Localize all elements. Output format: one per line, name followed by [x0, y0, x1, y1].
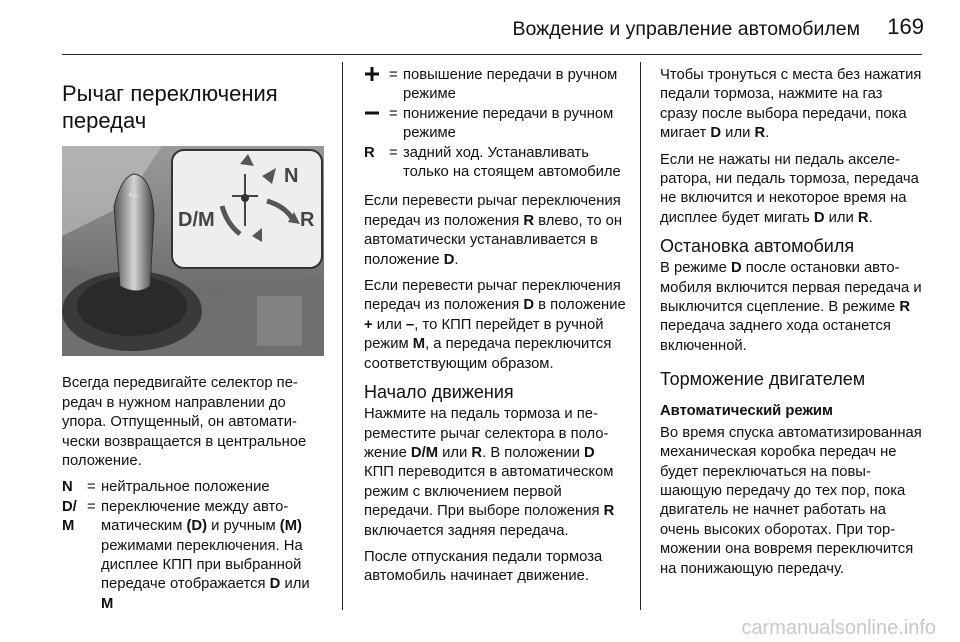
definition-value: переключение между автоматическим (D) и ручным (M) режимами переключения. На дисплее КПП при выбранной передаче отображается D или M	[101, 498, 310, 612]
paragraph: Чтобы тронуться с места без нажатия педали тормоза, нажмите на газ сразу после выбора передачи, пока мигает D или R.	[660, 67, 922, 142]
definition-row: = понижение передачи в ручном режиме	[364, 105, 626, 144]
definition-value: понижение передачи в ручном режиме	[403, 105, 614, 142]
gear-definitions	[364, 66, 626, 182]
column-divider-1	[342, 62, 343, 610]
subsection-heading: Начало движения	[364, 382, 514, 403]
section-title	[62, 80, 324, 134]
gear-lever-illustration	[62, 146, 324, 356]
paragraph: Если не нажаты ни педаль акселератора, ни педаль тормоза, передача не включится и некоторое время на дисплее будет мигать D или R.	[660, 151, 919, 226]
definition-value: повышение передачи в ручном режиме	[403, 67, 618, 103]
header-rule	[62, 54, 922, 55]
paragraph: Нажмите на педаль тормоза и переместите рычаг селектора в положение D/M или R. В положении D КПП переводится в автоматическом режим с включением первой передачи. При выборе положения R включается задняя передача.	[364, 406, 615, 539]
section-title-line-1: Рычаг переключения	[62, 81, 278, 106]
definition-key: R	[364, 144, 375, 161]
column-1	[62, 80, 324, 622]
header-title: Вождение и управление автомобилем	[512, 18, 860, 40]
definition-key: N	[62, 479, 73, 496]
figure-label-r: R	[300, 209, 315, 231]
minus-icon	[364, 105, 389, 144]
mode-definitions	[62, 478, 324, 614]
definition-row: D/ M = переключение между автоматическим (D) и ручным (M) режимами переключения. На дисплее КПП при выбранной передаче отображается D или M	[62, 498, 324, 614]
paragraph: После отпускания педали тормоза автомобиль начинает движение.	[364, 548, 603, 585]
column-3	[660, 66, 922, 586]
paragraph: В режиме D после остановки автомобиля включится первая передача и выключится сцепление. В режиме R передача заднего хода останется включенной.	[660, 260, 922, 354]
paragraph: Если перевести рычаг переключения передач из положения D в положение + или –, то КПП перейдет в ручной режим M, а передача переключится соответствующим образом.	[364, 278, 626, 372]
paragraph: Во время спуска автоматизированная механическая коробка передач не будет переключаться на повышающую передачу до тех пор, пока двигатель не начнет работать на очень высоких оборотах. При торможении она вовремя переключится на понижающую передачу.	[660, 424, 922, 577]
figure-label-n: N	[284, 165, 299, 187]
definition-value: задний ход. Устанавливать только на стоящем автомобиле	[403, 144, 621, 181]
column-divider-2	[640, 62, 641, 610]
subsection-heading: Торможение двигателем	[660, 369, 866, 390]
intro-paragraph: Всегда передвигайте селектор передач в нужном направлении до упора. Отпущенный, он автоматически возвращается в центральное положение.	[62, 375, 307, 470]
page-number: 169	[887, 14, 924, 39]
figure-label-dm: D/M	[178, 209, 215, 231]
section-title-line-2: передач	[62, 108, 147, 133]
definition-key: D/ M	[62, 498, 77, 535]
plus-icon	[364, 66, 389, 105]
column-2	[364, 66, 626, 594]
paragraph: Если перевести рычаг переключения передач из положения R влево, то он автоматически устанавливается в положение D.	[364, 193, 623, 268]
watermark: carmanualsonline.info	[741, 617, 936, 639]
definition-row: = повышение передачи в ручном режиме	[364, 66, 626, 105]
subsection-heading: Остановка автомобиля	[660, 236, 855, 257]
svg-text:+–: +–	[128, 190, 139, 200]
sub-subheading: Автоматический режим	[660, 403, 833, 420]
definition-value: нейтральное положение	[101, 479, 270, 496]
definition-row: R = задний ход. Устанавливать только на стоящем автомобиле	[364, 144, 626, 183]
definition-row: N = нейтральное положение	[62, 478, 324, 497]
